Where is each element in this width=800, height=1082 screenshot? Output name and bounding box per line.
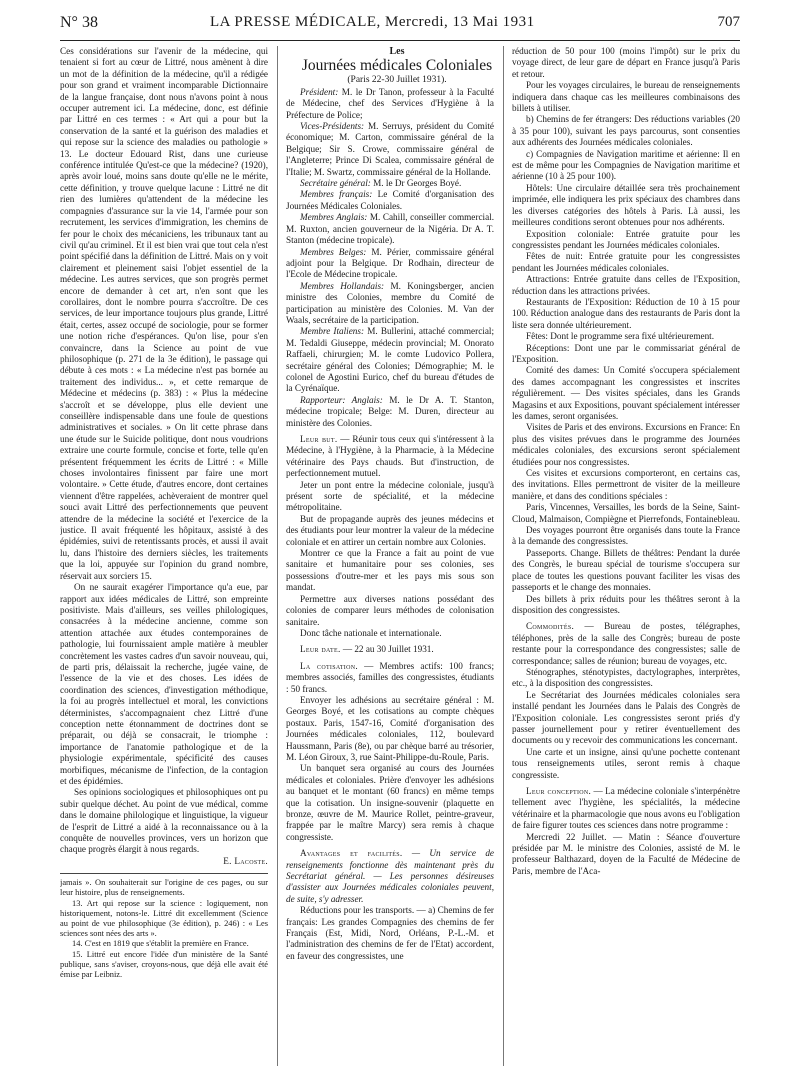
info-paragraph: Paris, Vincennes, Versailles, les bords de la Seine, Saint-Cloud, Malmaison, Compiègne et Pierrefonds, Fontainebleau. [512, 502, 740, 524]
column-right [512, 46, 740, 1066]
info-paragraph: b) Chemins de fer étrangers: Des réductions variables (20 à 35 pour 100), suivant les pays parcourus, sont consenties aux adhérents des Journées médicales coloniales. [512, 114, 740, 148]
entry-label: Membres Hollandais: [300, 280, 385, 291]
footnotes [60, 878, 268, 980]
entry-text: Le Comité d'organisation des Journées Médicales Coloniales. [286, 189, 494, 211]
date-paragraph [286, 644, 494, 655]
committee-entry [286, 247, 494, 281]
conception-paragraph: Mercredi 22 Juillet. — Matin : Séance d'ouverture présidée par M. le ministre des Colonies, assisté de M. le professeur Balthazard, doyen de la Faculté de Médecine de Paris, membre de l'Aca- [512, 831, 740, 876]
footnote: 14. C'est en 1819 que s'établit la première en France. [72, 939, 249, 949]
info-paragraph: Restaurants de l'Exposition: Réduction de 10 à 15 pour 100. Réduction analogue dans des restaurants de Paris dont la liste sera donnée ultérieurement. [512, 296, 740, 330]
commodites-paragraph: Une carte et un insigne, ainsi qu'une pochette contenant tous renseignements utiles, seront remis à chaque congressiste. [512, 746, 740, 780]
entry-label: Vices-Présidents: [300, 121, 365, 132]
conception-label: Leur conception. [526, 786, 592, 796]
but-paragraph: Jeter un pont entre la médecine coloniale, jusqu'à présent sorte de spécialité, et la médecine métropolitaine. [286, 479, 494, 513]
footnote: jamais ». On souhaiterait sur l'origine de ces pages, ou sur leur histoire, plus de renseignements. [60, 878, 268, 898]
but-paragraph [286, 434, 494, 480]
conception-paragraph [512, 786, 740, 832]
committee-entry [286, 395, 494, 429]
info-paragraph: Ces visites et excursions comporteront, en certains cas, des invitations. Elles permettront de visiter de la meilleure manière, et dans des conditions spéciales : [512, 468, 740, 501]
info-paragraph: Comité des dames: Un Comité s'occupera spécialement des dames accompagnant les congressistes et inscrites régulièrement. — Des visites spéciales, dans les Grands Magasins et aux Expositions, pouvant spécialement intéresser les dames, seront organisées. [512, 365, 740, 421]
committee-entry [286, 326, 494, 394]
conception-text: — La médecine coloniale s'interpénètre tellement avec l'hygiène, les spécialités, la médecine vétérinaire et la pharmacologie que nous avons eu l'obligation de faire figurer toutes ces sciences dans notre programme : [512, 786, 740, 831]
footnote: 15. Littré eut encore l'idée d'un ministère de la Santé publique, sans s'aviser, croyons-nous, que déjà elle avait été émise par Leibniz. [60, 949, 268, 980]
entry-text: M. Serruys, président du Comité économique; M. Carton, commissaire général de la Belgique; Sir S. Crowe, commissaire général de l'Angleterre; Prince Di Scalea, commissaire général de l'Italie; M. Swartz, commissaire général de la Hollande. [286, 121, 494, 177]
entry-text: M. le Dr A. T. Stanton, médecine tropicale; Belge: M. Duren, directeur au ministère des Colonies. [286, 394, 494, 428]
but-label: Leur but. [300, 434, 338, 444]
heading-prefix: Les [389, 46, 405, 57]
info-paragraph: Fêtes: Dont le programme sera fixé ultérieurement. [526, 331, 715, 342]
entry-label: Président: [300, 86, 339, 97]
date-label: Leur date. [300, 644, 341, 655]
article-paragraph: On ne saurait exagérer l'importance qu'a eue, par rapport aux idées médicales de Littré, son empreinte positiviste. Mais d'ailleurs, ses veilles philologiques, consacrées à la médecine ancienne, comme son attention attachée aux études contemporaines de pathologie, lui fournissaient ample matière à meubler concrètement les vastes cadres d'un savoir nouveau, qui, de parti pris, délaissait la recherche, jugée vaine, de l'essence de la vie et des choses. Les idées de coordination des sciences, d'investigation méthodique, la foi au progrès intellectuel et moral, les convictions déterministes, s'accompagnaient chez Littré d'une conception nette étonnamment de doctrines dont se préparait, ou déjà se consacrait, le triomphe : importance de l'anatomie pathologique et de la physiologie expérimentale, spécificité des causes morbifiques, mécanisme de l'infection, de la contagion et des épidémies. [60, 582, 268, 786]
article-paragraph: Ces considérations sur l'avenir de la médecine, qui tenaient si fort au cœur de Littré, nous amènent à dire un mot de la définition de la médecine, qu'il a rédigée pour son grand et vraiment incomparable Dictionnaire de la langue française, dont nous n'avons point à nous occuper autrement ici. La médecine, donc, est définie par Littré en ces termes : « Art qui a pour but la conservation de la santé et la guérison des maladies et qui repose sur la science des maladies ou pathologie » 13. Le docteur Edouard Rist, dans une curieuse conférence intitulée Qu'est-ce que la médecine? (1920), après avoir loué, moins sans doute qu'elle ne le mérite, cette définition, y trouve quelque lacune : Littré ne dit rien des lumières qu'attendent de la médecine les compagnies d'assurance sur la vie 14, l'armée pour son recrutement, les services d'immigration, les chemins de fer pour le choix des mécaniciens, les tribunaux tant au civil qu'au criminel. Et il est bien vrai que tout cela n'est point spécifié dans la définition de Littré. Mais on y voit clairement et pleinement saisi l'objet essentiel de la médecine. Les autres services, que son progrès permet encore de demander à cet art, n'en sont que les corollaires, dont le nombre pourra s'accroître. De ces services, de leur importance toujours plus grande, Littré était, certes, assez occupé de sociologie, pour se former une notion riche d'espérances. Qu'on lise, pour s'en convaincre, dans la Science au point de vue philosophique (p. 271 de la 3e édition), le passage qui débute à ces mots : « La médecine n'est pas bornée au traitement des individus... », et cette remarque de Médecine et médecins (p. 383) : « Plus la médecine s'accroît et se développe, plus elle devient une conseillère indispensable dans une foule de questions administratives et sociales. » On lit cette phrase dans une étude sur le Suicide politique, dont nous voudrions extraire une courte formule, concise et forte, telle qu'en présentent fréquemment les écrits de Littré : « Mille choses involontaires finissent par faire une mort volontaire. » Cette étude, d'autres encore, dont certaines viennent d'être rappelées, achèveraient de montrer quel souci avait Littré des perfectionnements que peuvent attendre de la médecine la société et l'exercice de la justice. Il avait fréquenté les hôpitaux, assisté à des épidémies, suivi de retentissants procès, et aussi il avait lu, dans l'histoire des derniers siècles, les traitements que la loi, appuyée sur l'opinion du grand nombre, réservait aux sorciers 15. [60, 46, 268, 581]
committee-entry [286, 178, 494, 189]
but-text: — Réunir tous ceux qui s'intéressent à la Médecine, à l'Hygiène, à la Pharmacie, à la Médecine vétérinaire des Pays chauds. But d'instruction, de perfectionnement mutuel. [286, 434, 494, 479]
entry-text: M. Bullerini, attaché commercial; M. Tedaldi Giuseppe, médecin provincial; M. Onorato Raffaeli, chirurgien; M. le comte Ludovico Pollera, secrétaire général des Colonies; Démographie; M. le colonel de Agostini Eurico, chef du bureau d'études de la Cyrénaïque. [286, 326, 494, 394]
entry-text: M. Cahill, conseiller commercial. M. Ruxton, ancien gouverneur de la Nigéria. Dr A. T. Stanton (médecine tropicale). [286, 212, 494, 246]
section-heading: Journées médicales Coloniales [301, 57, 493, 75]
issue-number: N° 38 [60, 14, 98, 31]
info-paragraph: Exposition coloniale: Entrée gratuite pour les congressistes pendant les Journées médicales coloniales. [512, 228, 740, 250]
commodites-paragraph: Sténographes, sténotypistes, dactylographes, interprètes, etc., à la disposition des congressistes. [512, 666, 740, 689]
info-paragraph: Des billets à prix réduits pour les théâtres seront à la disposition des congressistes. [512, 593, 740, 615]
info-paragraph: Des voyages pourront être organisés dans toute la France à la demande des congressistes. [512, 525, 740, 547]
page-number: 707 [717, 14, 740, 30]
committee-entry [286, 281, 494, 327]
avantages-paragraph [286, 848, 494, 905]
avantages-paragraph: Réductions pour les transports. — a) Chemins de fer français: Les grandes Compagnies des chemins de fer Français (Est, Midi, Nord, Orléans, P.-L.-M. et l'administration des chemins de fer de l'Etat) accordent, en faveur des congressistes, une [286, 905, 494, 961]
entry-text: M. le Dr Georges Boyé. [373, 178, 462, 189]
entry-label: Membres Anglais: [300, 212, 368, 223]
page-header [60, 14, 740, 36]
info-paragraph: réduction de 50 pour 100 (moins l'impôt) sur le prix du voyage direct, de leur gare de départ en France jusqu'à Paris et retour. [512, 46, 740, 79]
entry-text: M. Périer, commissaire général adjoint pour la Belgique. Dr Rodhain, directeur de l'Ecole de Médecine tropicale. [286, 246, 494, 280]
avantages-text: — Un service de renseignements fonctionne dès maintenant près du Secrétariat général. — Les personnes désireuses d'assister aux Journées médicales coloniales peuvent, de suite, s'y adresser. [286, 848, 494, 904]
info-paragraph: Passeports. Change. Billets de théâtres: Pendant la durée des Congrès, le bureau spécial de tourisme s'occupera sur place de toutes les questions pouvant faciliter les visas des passeports et le change des monnaies. [512, 547, 740, 593]
column-divider [277, 46, 278, 1066]
date-text: — 22 au 30 Juillet 1931. [342, 644, 434, 655]
but-paragraph: But de propagande auprès des jeunes médecins et des étudiants pour leur montrer la valeur de la médecine coloniale et en attirer un certain nombre aux Colonies. [286, 513, 494, 547]
commodites-label: Commodités. [526, 621, 575, 632]
section-dates: (Paris 22-30 Juillet 1931). [347, 75, 447, 86]
commodites-paragraph: Le Secrétariat des Journées médicales coloniales sera installé pendant les Journées dans le Palais des Congrès de l'Exposition coloniale. Les congressistes seront priés d'y passer journellement pour y retirer éventuellement des documents ou y recevoir des communications les concernant. [512, 689, 740, 746]
cotisation-paragraph: Un banquet sera organisé au cours des Journées médicales et coloniales. Prière d'envoyer les adhésions au banquet et le montant (60 francs) en même temps que la cotisation. Un insigne-souvenir (plaquette en bronze, œuvre de M. Maurice Rollet, peintre-graveur, frappée par le maître Marcy) sera remis à chaque congressiste. [286, 763, 494, 842]
info-paragraph: Réceptions: Dont une par le commissariat général de l'Exposition. [512, 342, 740, 364]
info-paragraph: Pour les voyages circulaires, le bureau de renseignements indiquera dans chaque cas les meilleures combinaisons des billets à utiliser. [512, 80, 740, 114]
column-left [60, 46, 268, 1066]
footnote-rule [60, 873, 268, 874]
header-rule [60, 40, 740, 41]
entry-label: Secrétaire général: [300, 178, 371, 189]
committee-entry [286, 212, 494, 246]
committee-entry [286, 121, 494, 178]
entry-label: Membre Italiens: [300, 326, 365, 337]
info-paragraph: Attractions: Entrée gratuite dans celles de l'Exposition, réduction dans les attractions privées. [512, 274, 740, 296]
avantages-label: Avantages et facilités. [300, 848, 403, 859]
committee-entry [286, 87, 494, 121]
entry-label: Rapporteur: Anglais: [300, 394, 383, 405]
column-divider [503, 46, 504, 1066]
but-paragraph: Montrer ce que la France a fait au point de vue sanitaire et humanitaire pour ses colonies, ses possessions d'outre-mer et les pays mis sous son mandat. [286, 548, 494, 593]
cotisation-text: — Membres actifs: 100 francs; membres associés, familles des congressistes, étudiants : 50 francs. [286, 660, 494, 694]
info-paragraph: Hôtels: Une circulaire détaillée sera très prochainement imprimée, elle indiquera les prix spéciaux des chambres dans les diverses catégories des hôtels à Paris. Là aussi, les meilleures conditions seront obtenues pour nos adhérents. [512, 182, 740, 228]
info-paragraph: Visites de Paris et des environs. Excursions en France: En plus des visites prévues dans le programme des Journées médicales coloniales, des excursions seront spécialement étudiées pour nos congressistes. [512, 422, 740, 467]
entry-text: M. Koningsberger, ancien ministre des Colonies, membre du Comité de participation au ministère des Colonies. M. Van der Waals, secrétaire de la participation. [286, 280, 494, 325]
cotisation-label: La cotisation. [300, 660, 358, 671]
commodites-text: — Bureau de postes, télégraphes, téléphones, près de la salle des Congrès; bureau de poste restante pour la correspondance des congressistes; salle de correspondance; salles de réunion; bureau de voyages, etc. [512, 621, 740, 666]
column-middle [286, 46, 494, 1066]
footnote: 13. Art qui repose sur la science : logiquement, non historiquement, notons-le. Littré dit excellemment (Science au point de vue philosophique (3e édition), p. 246) : « Les sciences sont nées des arts ». [60, 898, 268, 939]
cotisation-paragraph: Envoyer les adhésions au secrétaire général : M. Georges Boyé, et les cotisations au compte chèques postaux. Paris, 1547-16, Comité d'organisation des Journées médicales coloniales, 112, boulevard Haussmann, Paris (8e), ou par chèque barré au trésorier, M. Léon Giroux, 3, rue Saint-Philippe-du-Roule, Paris. [286, 694, 494, 762]
commodites-paragraph [512, 621, 740, 667]
entry-text: M. le Dr Tanon, professeur à la Faculté de Médecine, chef des Services d'Hygiène à la Préfecture de Police; [286, 86, 494, 120]
info-paragraph: Fêtes de nuit: Entrée gratuite pour les congressistes pendant les Journées médicales coloniales. [512, 251, 740, 273]
cotisation-paragraph [286, 661, 494, 695]
entry-label: Membres Belges: [300, 246, 367, 257]
author-signature: E. Lacoste. [223, 855, 268, 866]
entry-label: Membres français: [300, 189, 373, 200]
but-paragraph: Permettre aux diverses nations possédant des colonies de comparer leurs méthodes de colonisation sanitaire. [286, 593, 494, 627]
but-paragraph: Donc tâche nationale et internationale. [300, 627, 442, 638]
article-paragraph: Ses opinions sociologiques et philosophiques ont pu subir quelque déchet. Au point de vue médical, comme dans le domaine philologique et linguistique, la vigueur de l'esprit de Littré a aidé à la reconnaissance ou à la conquête de nouvelles provinces, vers un horizon que chaque progrès élargit à nous regards. [60, 787, 268, 855]
info-paragraph: c) Compagnies de Navigation maritime et aérienne: Il en est de même pour les Compagnies de Navigation maritime et aérienne (10 à 25 pour 100). [512, 148, 740, 182]
committee-entry [286, 189, 494, 212]
journal-title: LA PRESSE MÉDICALE, Mercredi, 13 Mai 1931 [210, 14, 535, 30]
